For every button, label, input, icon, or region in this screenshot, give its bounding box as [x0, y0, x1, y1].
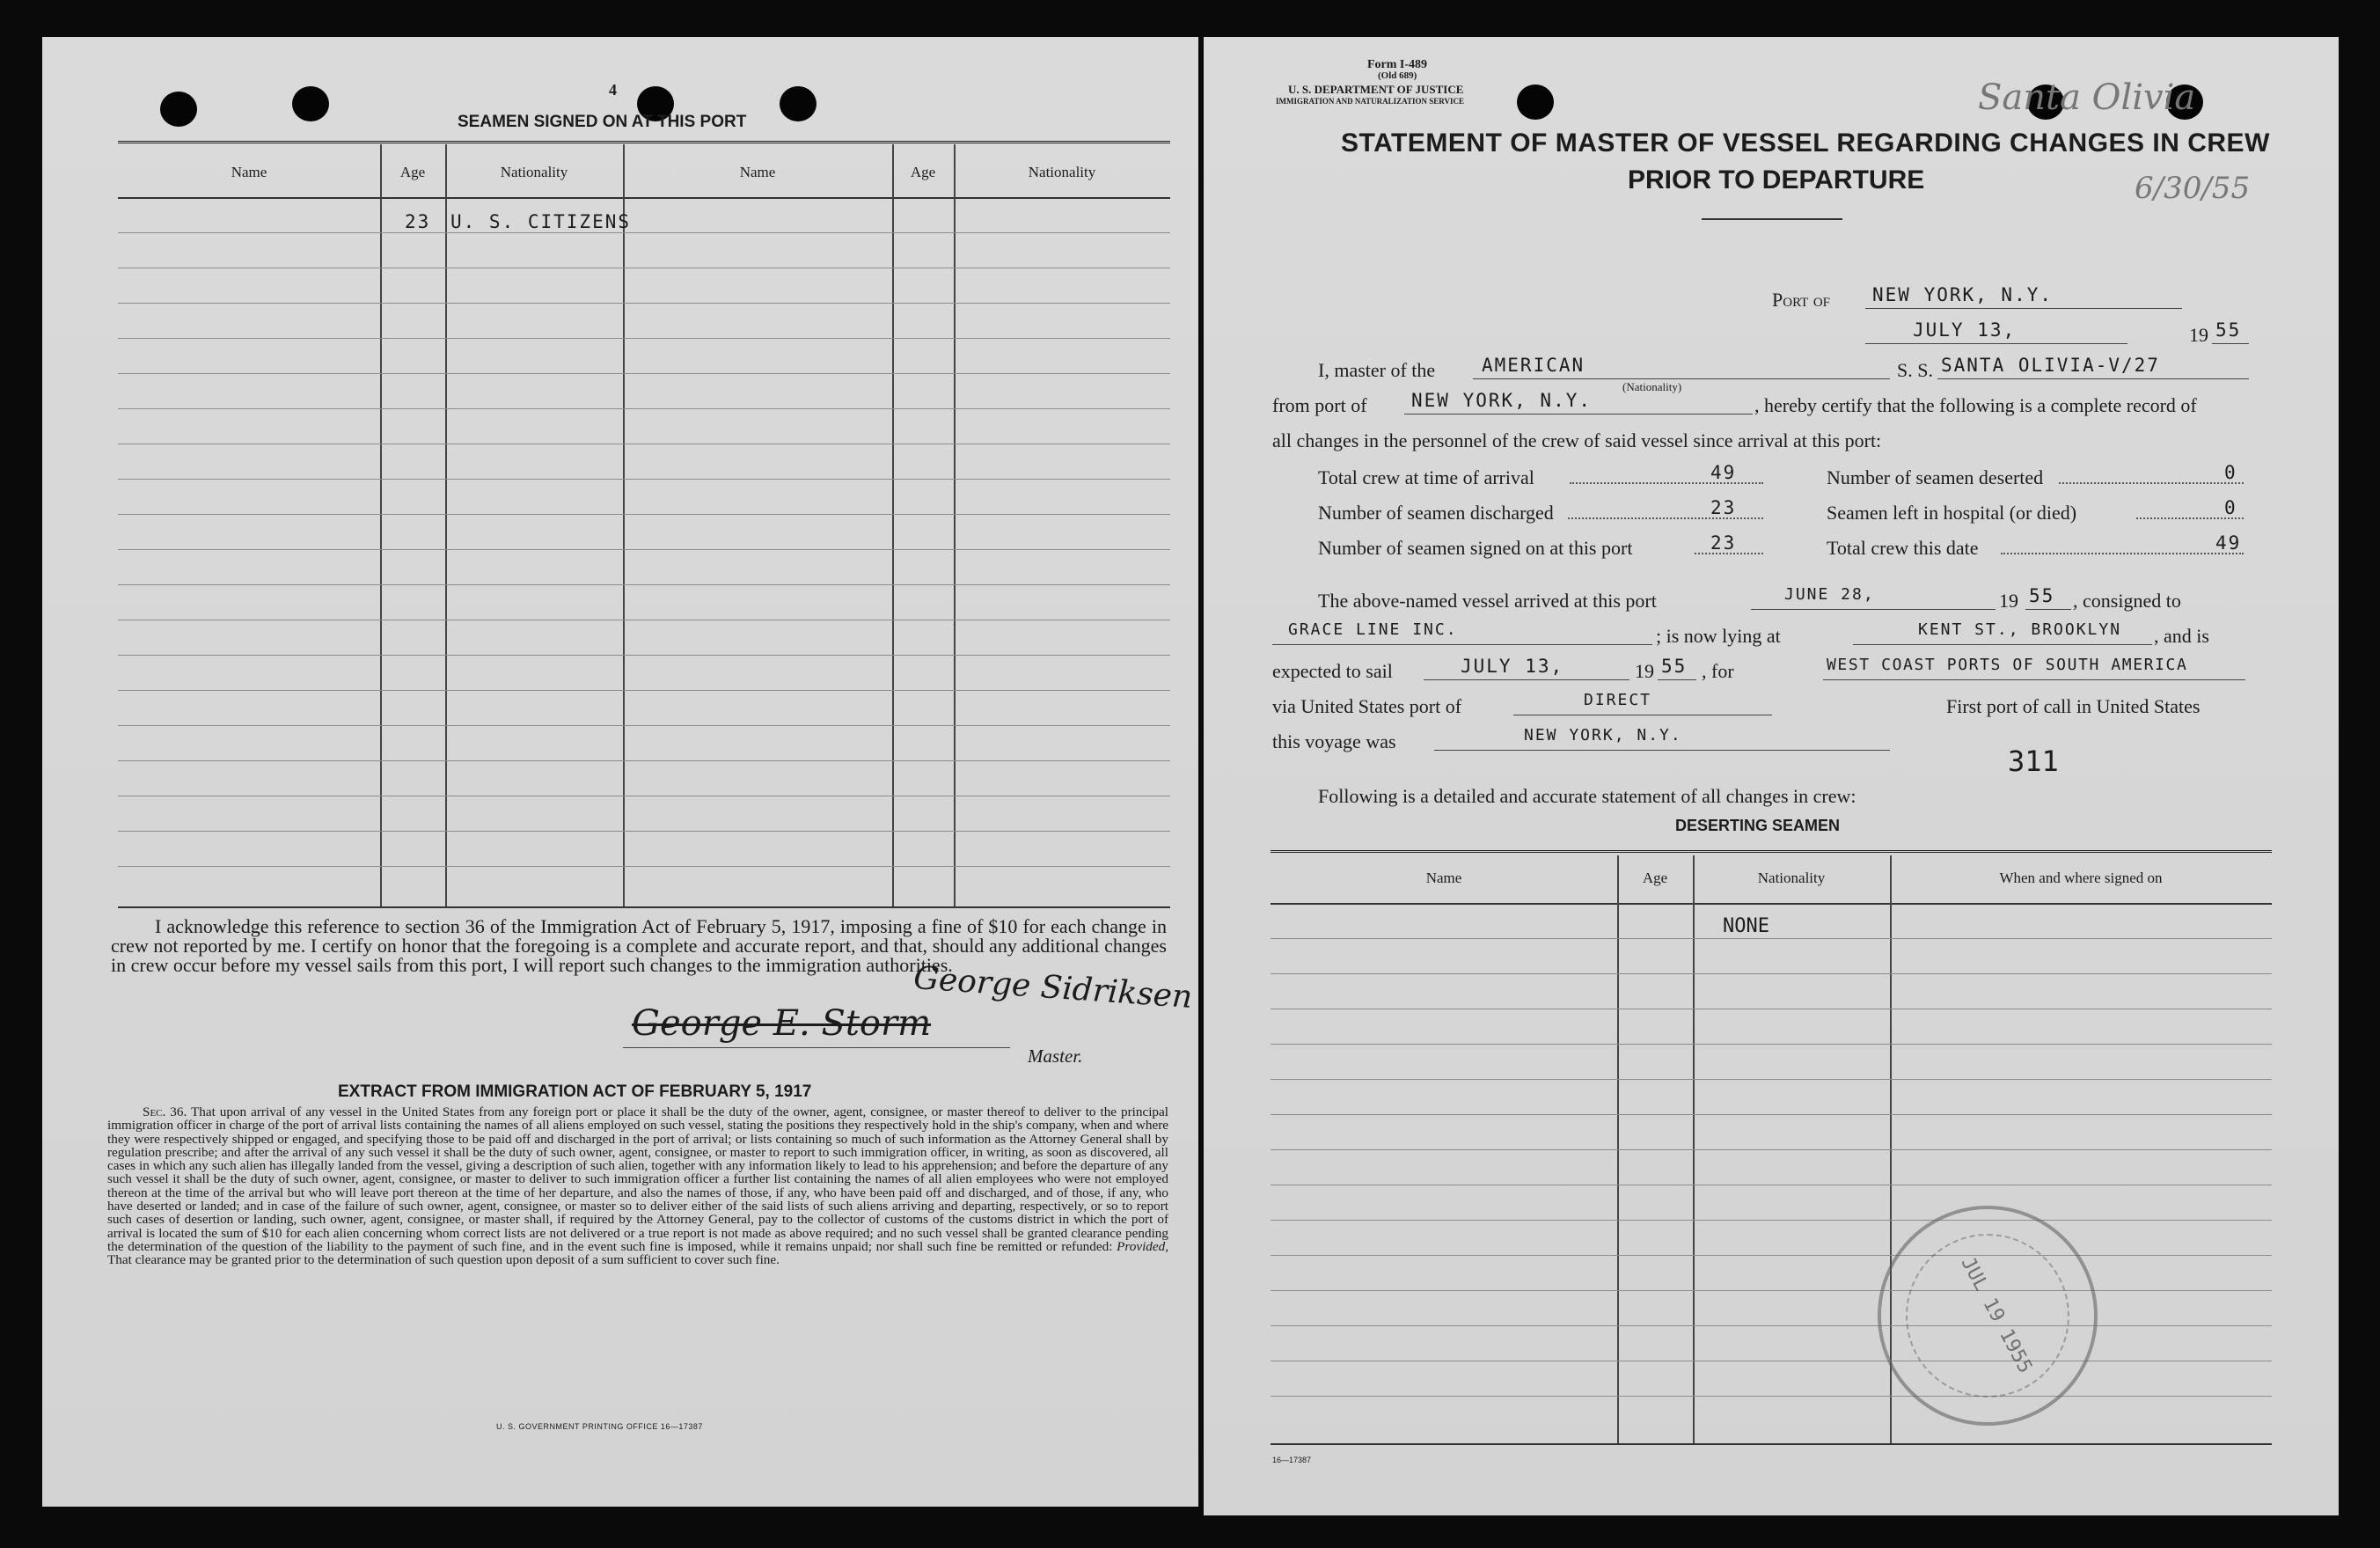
- port-value: NEW YORK, N.Y.: [1872, 284, 2054, 305]
- row-line: [1271, 1149, 2272, 1150]
- extract-title: EXTRACT FROM IMMIGRATION ACT OF FEBRUARY 5, 1917: [338, 1082, 812, 1101]
- row-line: [1271, 1290, 2272, 1291]
- destination-line: [1823, 679, 2245, 680]
- row-line: [118, 725, 1170, 726]
- column-header-nationality: Nationality: [1028, 164, 1096, 180]
- section-proviso-label: Provided,: [1117, 1238, 1168, 1254]
- year-value: 55: [2215, 319, 2242, 341]
- master-label: Master.: [1028, 1045, 1083, 1067]
- stat-value: 0: [2224, 462, 2237, 483]
- row-line: [118, 373, 1170, 374]
- expected-year-line: [1658, 679, 1696, 680]
- expected-value: JULY 13,: [1461, 656, 1564, 677]
- all-changes-text: all changes in the personnel of the crew of said vessel since arrival at this port:: [1272, 429, 1882, 451]
- arrived-year-value: 55: [2029, 585, 2055, 606]
- service: IMMIGRATION AND NATURALIZATION SERVICE: [1276, 97, 1464, 106]
- row-line: [118, 655, 1170, 656]
- column-divider: [445, 144, 447, 906]
- from-port-label: from port of: [1272, 394, 1367, 416]
- punch-hole: [160, 92, 197, 127]
- form-title-line2: PRIOR TO DEPARTURE: [1628, 165, 1925, 194]
- form-old: (Old 689): [1378, 70, 1417, 81]
- stamp-number: 311: [2008, 745, 2059, 778]
- arrived-line: [1751, 609, 1996, 610]
- column-header-age: Age: [1642, 869, 1668, 886]
- stat-value: 49: [1710, 462, 1737, 483]
- expected-label: expected to sail: [1272, 660, 1393, 682]
- row-line: [1271, 1044, 2272, 1045]
- section-label: Sec. 36.: [143, 1105, 187, 1119]
- deserting-title: DESERTING SEAMEN: [1675, 817, 1841, 834]
- date-line: [1865, 343, 2127, 344]
- for-label: , for: [1702, 660, 1734, 682]
- stat-label: Number of seamen discharged: [1318, 502, 1554, 524]
- date-stamp-text: JUL 19 1955: [1956, 1253, 2037, 1377]
- row-line: [118, 408, 1170, 409]
- nationality-line: [1473, 378, 1890, 379]
- column-header-name: Name: [231, 164, 267, 180]
- row-line: [118, 760, 1170, 761]
- section-body: That upon arrival of any vessel in the United States from any foreign port or place it shall be the duty of the owner, agent, consignee, or master thereof to deliver to the principal immigration officer in charge of the port of arrival lists containing the names of all aliens employed on such vessel, stating the positions they respectively hold in the ship's company, when and where they were respectively shipped or engaged, and specifying those to be paid off and discharged in the port of arrival; or lists containing so much of such information as the Attorney General shall by regulation prescribe; and after the arrival of any such vessel it shall be the duty of such owner, agent, consignee, or master to report to such immigration officer, in writing, as soon as discovered, all cases in which any such alien has illegally landed from the vessel, giving a description of such alien, together with any information likely to lead to his apprehension; and before the departure of any such vessel it shall be the duty of such owner, agent, consignee, or master to deliver to such immigration officer a further list containing the names of all alien employees who were not employed thereon at the time of the arrival but who will leave port thereon at the time of her departure, and also the names of those, if any, who have been paid off and discharged, and of those, if any, who have deserted or landed; and in case of the failure of such owner, agent, consignee, or master so to deliver either of the said lists of such aliens arriving and departing, respectively, or so to report such cases of desertion or landing, such owner, agent, consignee, or master shall, if required by the Attorney General, pay to the collector of customs of the customs district in which the port of arrival is located the sum of $10 for each alien concerning whom correct lists are not delivered or a true report is not made as above required; and no such vessel shall be granted clearance pending the determination of the question of the liability to the payment of such fine, and in the event such fine is imposed, while it remains unpaid; nor shall such fine be remitted or refunded:: [107, 1105, 1168, 1254]
- consigned-label: , consigned to: [2073, 590, 2181, 612]
- port-line: [1865, 308, 2182, 309]
- destination-value: WEST COAST PORTS OF SOUTH AMERICA: [1827, 656, 2188, 674]
- row-line: [1271, 938, 2272, 939]
- row-line: [118, 479, 1170, 480]
- nationality-value: AMERICAN: [1482, 355, 1585, 376]
- entry-nationality: U. S. CITIZENS: [450, 211, 632, 232]
- stat-value: 23: [1710, 497, 1737, 518]
- year-prefix: 19: [2189, 324, 2208, 346]
- date-value: JULY 13,: [1913, 319, 2017, 341]
- certify-text: , hereby certify that the following is a complete record of: [1754, 394, 2197, 416]
- header-rule: [1271, 903, 2272, 905]
- vessel-value: SANTA OLIVIA-V/27: [1941, 355, 2160, 376]
- left-page: [42, 37, 1198, 1507]
- column-divider: [380, 144, 382, 906]
- first-port-value: NEW YORK, N.Y.: [1524, 726, 1682, 745]
- section-36-text: [107, 1105, 1168, 1450]
- handwritten-date: 6/30/55: [2135, 171, 2251, 206]
- row-line: [1271, 1396, 2272, 1397]
- vessel-line: [1937, 378, 2249, 379]
- row-line: [118, 584, 1170, 585]
- from-port-value: NEW YORK, N.Y.: [1411, 390, 1593, 411]
- column-header-signed-on: When and where signed on: [1999, 869, 2163, 886]
- row-line: [118, 831, 1170, 832]
- stat-label: Total crew at time of arrival: [1318, 466, 1534, 488]
- acknowledgement-text: I acknowledge this reference to section 36 of the Immigration Act of February 5, 1917, imposing a fine of $10 for each change in crew not reported by me. I certify on honor that the foregoing is a complete and accurate report, and that, should any additional changes in crew occur before my vessel sails from this port, I will report such changes to the immigration authorities.: [111, 915, 1167, 976]
- column-divider: [892, 144, 894, 906]
- row-line: [118, 303, 1170, 304]
- section-proviso: That clearance may be granted prior to the determination of such question upon deposit of a sum sufficient to cover such fine.: [107, 1252, 780, 1268]
- signature-new: George Sidriksen: [912, 959, 1194, 1016]
- arrived-year-prefix: 19: [1999, 590, 2018, 612]
- header-rule: [118, 197, 1170, 199]
- row-line: [118, 514, 1170, 515]
- seamen-signed-table: [118, 141, 1170, 908]
- entry-age: 23: [405, 211, 431, 232]
- right-footer: 16—17387: [1272, 1456, 1312, 1464]
- right-page: [1204, 37, 2339, 1515]
- stat-label: Seamen left in hospital (or died): [1827, 502, 2077, 524]
- column-header-name: Name: [1425, 869, 1462, 886]
- row-line: [118, 338, 1170, 339]
- row-line: [118, 549, 1170, 550]
- column-header-age: Age: [910, 164, 936, 180]
- and-is-label: , and is: [2154, 625, 2209, 647]
- stat-value: 23: [1710, 532, 1737, 554]
- punch-hole: [780, 86, 817, 121]
- stat-label: Total crew this date: [1827, 537, 1979, 559]
- row-line: [1271, 1325, 2272, 1326]
- consignee-line: [1272, 644, 1652, 645]
- row-line: [1271, 1079, 2272, 1080]
- this-voyage-label: this voyage was: [1272, 730, 1396, 752]
- left-footer: U. S. GOVERNMENT PRINTING OFFICE 16—17387: [496, 1422, 703, 1431]
- date-stamp: [1878, 1206, 2098, 1426]
- punch-hole: [1517, 84, 1554, 120]
- stat-label: Number of seamen deserted: [1827, 466, 2044, 488]
- row-line: [1271, 1220, 2272, 1221]
- year-line: [2212, 343, 2249, 344]
- column-divider: [954, 144, 956, 906]
- row-line: [1271, 1114, 2272, 1115]
- expected-year-value: 55: [1661, 656, 1688, 677]
- left-title: SEAMEN SIGNED ON AT THIS PORT: [458, 113, 747, 131]
- arrived-label: The above-named vessel arrived at this port: [1318, 590, 1657, 612]
- stat-value: 49: [2215, 532, 2242, 554]
- consignee-value: GRACE LINE INC.: [1288, 620, 1458, 639]
- port-label: Port of: [1772, 289, 1831, 311]
- nationality-caption: (Nationality): [1622, 380, 1682, 393]
- row-line: [118, 866, 1170, 867]
- agency: U. S. DEPARTMENT OF JUSTICE: [1288, 83, 1464, 96]
- ss-label: S. S.: [1897, 359, 1933, 381]
- expected-line: [1424, 679, 1629, 680]
- lying-value: KENT ST., BROOKLYN: [1918, 620, 2122, 639]
- signature-struck: George E. Storm: [632, 1003, 932, 1044]
- stat-leader: [2001, 553, 2244, 554]
- stat-label: Number of seamen signed on at this port: [1318, 537, 1633, 559]
- first-port-label: First port of call in United States: [1946, 695, 2201, 717]
- stat-leader: [2059, 482, 2244, 484]
- row-line: [1271, 973, 2272, 974]
- row-line: [1271, 1255, 2272, 1256]
- via-label: via United States port of: [1272, 695, 1462, 717]
- column-divider: [623, 144, 625, 906]
- via-value: DIRECT: [1584, 691, 1652, 709]
- page-number: 4: [609, 81, 617, 99]
- column-header-nationality: Nationality: [500, 164, 568, 180]
- expected-year-prefix: 19: [1635, 660, 1654, 682]
- row-line: [118, 232, 1170, 233]
- entry-nationality: NONE: [1723, 915, 1769, 937]
- lying-line: [1853, 644, 2152, 645]
- column-header-age: Age: [399, 164, 426, 180]
- following-text: Following is a detailed and accurate statement of all changes in crew:: [1318, 785, 1856, 807]
- handwritten-vessel: Santa Olivia: [1978, 77, 2196, 118]
- arrived-year-line: [2025, 609, 2071, 610]
- row-line: [118, 690, 1170, 691]
- column-header-name: Name: [739, 164, 776, 180]
- arrived-value: JUNE 28,: [1784, 585, 1875, 604]
- master-of-label: I, master of the: [1318, 359, 1436, 381]
- from-port-line: [1404, 414, 1753, 415]
- first-port-line: [1434, 750, 1890, 751]
- column-header-nationality: Nationality: [1757, 869, 1826, 886]
- lying-label: ; is now lying at: [1656, 625, 1781, 647]
- deserting-seamen-table: [1271, 850, 2272, 1445]
- signature-line: [623, 1047, 1010, 1048]
- stat-value: 0: [2224, 497, 2237, 518]
- title-rule: [1702, 218, 1842, 220]
- punch-hole: [292, 86, 329, 121]
- form-title-line1: STATEMENT OF MASTER OF VESSEL REGARDING CHANGES IN CREW: [1341, 128, 2270, 158]
- form-id: Form I-489: [1367, 58, 1428, 71]
